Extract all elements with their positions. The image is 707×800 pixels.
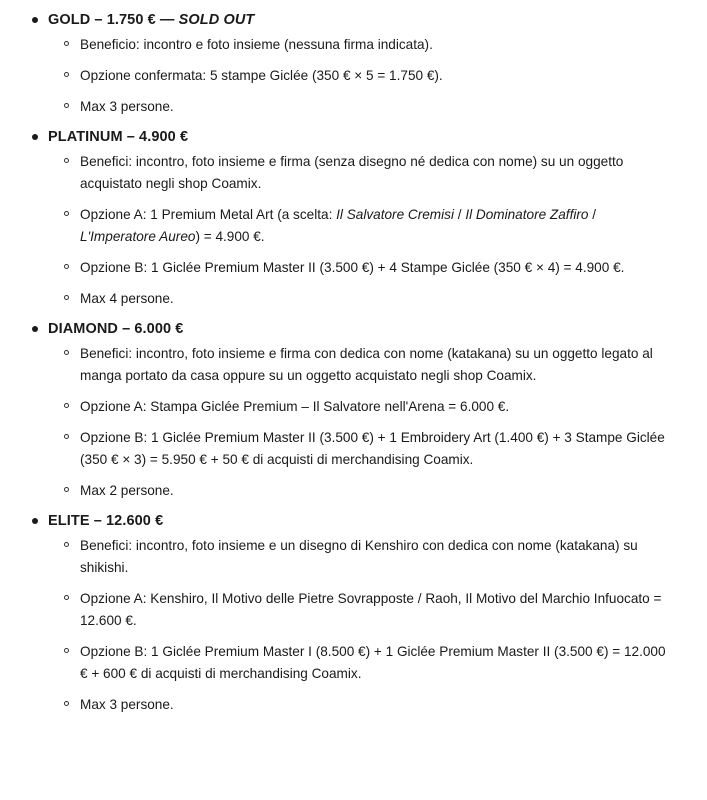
tier-diamond-items	[14, 343, 693, 502]
list-item-text: Opzione A: Stampa Giclée Premium – Il Salvatore nell'Arena = 6.000 €.	[80, 399, 510, 415]
bullet-circle-icon	[64, 350, 69, 355]
bullet-disc-icon	[32, 518, 38, 524]
tier-title-platinum	[14, 127, 693, 148]
tier-platinum	[14, 127, 693, 310]
list-item	[14, 343, 693, 387]
list-item-text: Max 3 persone.	[80, 697, 174, 713]
list-item-text: Benefici: incontro, foto insieme e firma con dedica con nome (katakana) su un oggetto legato al manga portato da casa oppure su un oggetto acquistato negli shop Coamix.	[80, 346, 653, 384]
bullet-circle-icon	[64, 595, 69, 600]
list-item	[14, 427, 693, 471]
bullet-disc-icon	[32, 17, 38, 23]
tier-gold-items	[14, 34, 693, 118]
bullet-circle-icon	[64, 264, 69, 269]
tier-title-gold	[14, 10, 693, 31]
bullet-disc-icon	[32, 134, 38, 140]
list-item-text: Max 2 persone.	[80, 483, 174, 499]
bullet-circle-icon	[64, 648, 69, 653]
list-item	[14, 288, 693, 310]
bullet-circle-icon	[64, 158, 69, 163]
list-item	[14, 151, 693, 195]
tier-diamond	[14, 319, 693, 502]
tier-title-text: GOLD – 1.750 € —	[48, 12, 179, 28]
bullet-circle-icon	[64, 701, 69, 706]
bullet-circle-icon	[64, 403, 69, 408]
bullet-circle-icon	[64, 295, 69, 300]
sold-out-badge: SOLD OUT	[178, 12, 255, 28]
list-item	[14, 588, 693, 632]
tier-title-diamond	[14, 319, 693, 340]
tier-platinum-items	[14, 151, 693, 310]
bullet-circle-icon	[64, 72, 69, 77]
list-item	[14, 96, 693, 118]
list-item-text: Opzione B: 1 Giclée Premium Master II (3.500 €) + 4 Stampe Giclée (350 € × 4) = 4.900 €.	[80, 260, 625, 276]
list-item	[14, 480, 693, 502]
list-item	[14, 34, 693, 56]
list-item	[14, 204, 693, 248]
list-item-text: Opzione A: 1 Premium Metal Art (a scelta: Il Salvatore Cremisi / Il Dominatore Zaffiro / L'Imperatore Aureo) = 4.900 €.	[80, 207, 597, 245]
list-item-text: Max 3 persone.	[80, 99, 174, 115]
bullet-disc-icon	[32, 326, 38, 332]
bullet-circle-icon	[64, 542, 69, 547]
tier-list	[14, 10, 693, 716]
list-item	[14, 396, 693, 418]
list-item	[14, 535, 693, 579]
list-item-text: Benefici: incontro, foto insieme e firma (senza disegno né dedica con nome) su un oggetto acquistato negli shop Coamix.	[80, 154, 624, 192]
list-item-text: Opzione confermata: 5 stampe Giclée (350 € × 5 = 1.750 €).	[80, 68, 443, 84]
list-item-text: Max 4 persone.	[80, 291, 174, 307]
list-item	[14, 694, 693, 716]
tier-title-text: DIAMOND – 6.000 €	[48, 321, 184, 338]
bullet-circle-icon	[64, 487, 69, 492]
tier-title-elite	[14, 511, 693, 532]
tier-title-text: ELITE – 12.600 €	[48, 513, 164, 530]
bullet-circle-icon	[64, 103, 69, 108]
list-item-text: Opzione B: 1 Giclée Premium Master I (8.500 €) + 1 Giclée Premium Master II (3.500 €) = 12.000 € + 600 € di acquisti di merchandising Coamix.	[80, 644, 666, 682]
tier-elite	[14, 511, 693, 716]
list-item	[14, 65, 693, 87]
tier-gold	[14, 10, 693, 118]
list-item	[14, 641, 693, 685]
tier-title-text: PLATINUM – 4.900 €	[48, 129, 189, 146]
list-item-text: Beneficio: incontro e foto insieme (nessuna firma indicata).	[80, 37, 433, 53]
list-item-text: Opzione B: 1 Giclée Premium Master II (3.500 €) + 1 Embroidery Art (1.400 €) + 3 Stampe Giclée (350 € × 3) = 5.950 € + 50 € di acquisti di merchandising Coamix.	[80, 430, 665, 468]
bullet-circle-icon	[64, 434, 69, 439]
list-item	[14, 257, 693, 279]
tier-elite-items	[14, 535, 693, 716]
list-item-text: Opzione A: Kenshiro, Il Motivo delle Pietre Sovrapposte / Raoh, Il Motivo del Marchio Infuocato = 12.600 €.	[80, 591, 662, 629]
bullet-circle-icon	[64, 211, 69, 216]
bullet-circle-icon	[64, 41, 69, 46]
list-item-text: Benefici: incontro, foto insieme e un disegno di Kenshiro con dedica con nome (katakana) su shikishi.	[80, 538, 638, 576]
